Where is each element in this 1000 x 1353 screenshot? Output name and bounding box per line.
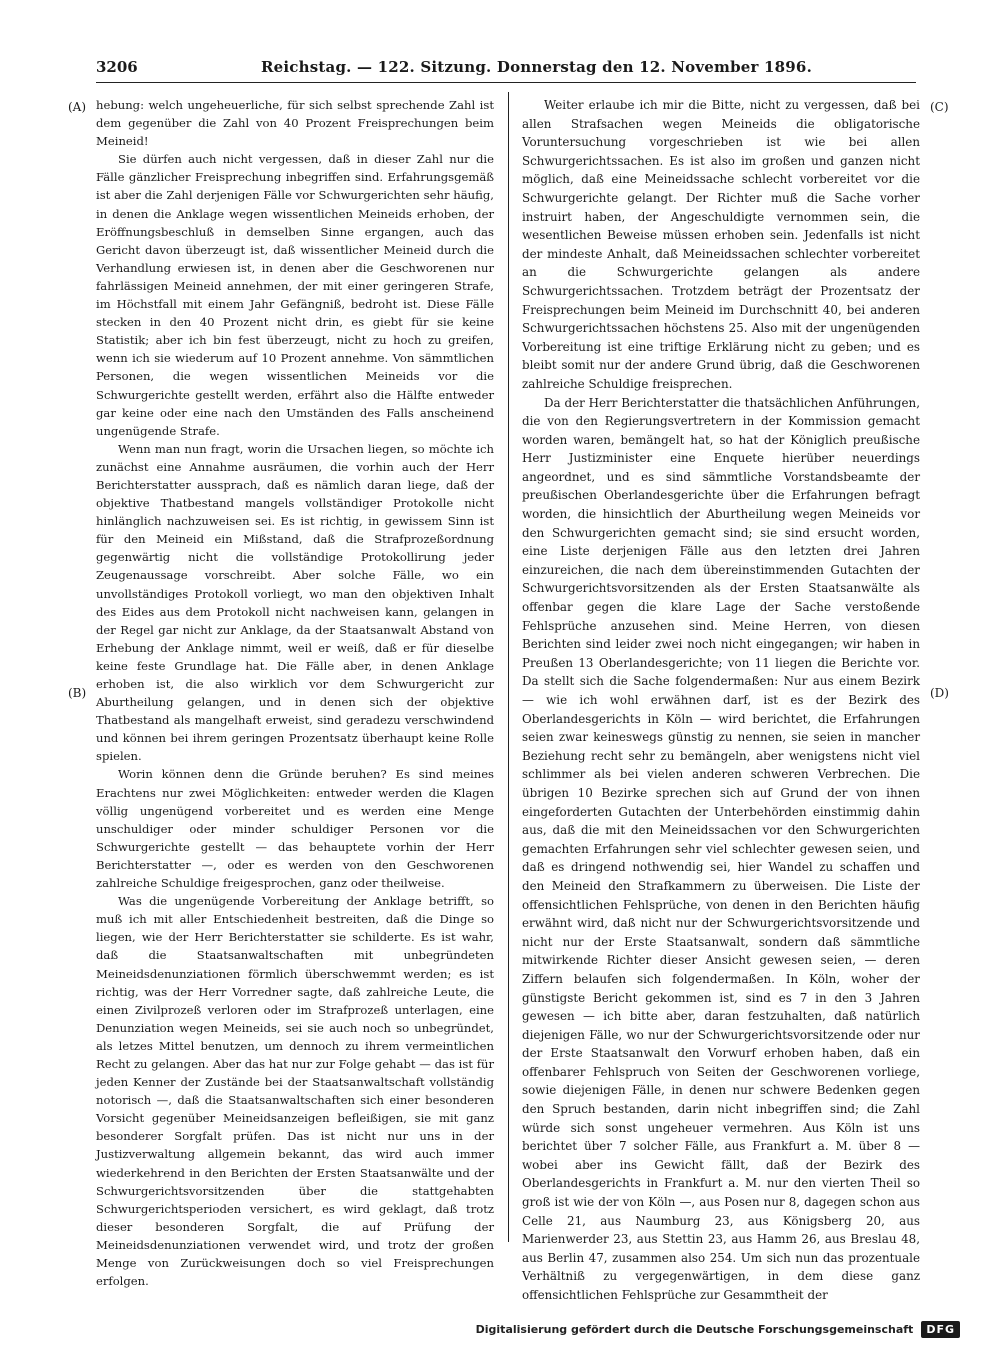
margin-marker-c: (C) <box>930 100 949 114</box>
column-divider <box>508 92 509 1242</box>
paragraph: Was die ungenügende Vorbereitung der Anklage betrifft, so muß ich mit aller Entschiedenheit bestreiten, daß die Dinge so liegen, wie der Herr Berichterstatter sie schilderte. Es ist wahr, daß die Staatsanwaltschaften mit unbegründeten Meineidsdenunziationen förmlich überschwemmt werden; es ist richtig, was der Herr Vorredner sagte, daß zahlreiche Leute, die einen Zivilprozeß verloren oder im Strafprozeß unterlagen, eine Denunziation wegen Meineids, sei sie auch noch so unbegründet, als letzes Mittel benutzen, um dennoch zu ihrem vermeintlichen Recht zu gelangen. Aber das hat nur zur Folge gehabt — das ist für jeden Kenner der Zustände bei der Staatsanwaltschaft vollständig notorisch —, daß die Staatsanwaltschaften sich einer besonderen Vorsicht gegenüber Meineidsanzeigen befleißigen, sie mit ganz besonderer Sorgfalt prüfen. Das ist nicht nur uns in der Justizverwaltung allgemein bekannt, das wird auch immer wiederkehrend in den Berichten der Ersten Staatsanwälte und der Schwurgerichtsvorsitzenden über die stattgehabten Schwurgerichtsperioden versichert, es wird geklagt, daß trotz dieser besonderen Sorgfalt, die auf Prüfung der Meineidsdenunziationen verwendet wird, und trotz der großen Menge von Zurückweisungen doch so viel Freisprechungen erfolgen. <box>96 894 494 1289</box>
dfg-logo-icon: DFG <box>921 1321 960 1338</box>
paragraph: hebung: welch ungeheuerliche, für sich selbst sprechende Zahl ist dem gegenüber die Zahl von 40 Prozent Freisprechungen beim Meineid! <box>96 98 494 149</box>
page-header <box>96 54 916 84</box>
digitization-credit: Digitalisierung gefördert durch die Deutsche Forschungsgemeinschaft <box>475 1322 914 1336</box>
margin-marker-b: (B) <box>68 686 87 700</box>
running-title: Reichstag. — 122. Sitzung. Donnerstag den 12. November 1896. <box>261 58 812 76</box>
paragraph: Worin können denn die Gründe beruhen? Es sind meines Erachtens nur zwei Möglichkeiten: entweder werden die Klagen völlig ungenügend vorbereitet und es werden eine Menge unschuldiger oder minder schuldiger Personen vor die Schwurgerichte gestellt — das behauptete vorhin der Herr Berichterstatter —, oder es werden von den Geschworenen zahlreiche Schuldige freigesprochen, ganz oder theilweise. <box>96 767 494 891</box>
header-rule <box>96 82 916 83</box>
paragraph: Weiter erlaube ich mir die Bitte, nicht zu vergessen, daß bei allen Strafsachen wegen Meineids die obligatorische Voruntersuchung vorgeschrieben ist wie bei allen Schwurgerichtssachen. Es ist also im großen und ganzen nicht möglich, daß eine Meineidssache schlecht vorbereitet vor die Schwurgerichte gelangt. Der Richter muß die Sache vorher instruirt haben, der Angeschuldigte vernommen sein, die wesentlichen Beweise müssen erhoben sein. Jedenfalls ist nicht der mindeste Anhalt, daß Meineidssachen schlechter vorbereitet an die Schwurgerichte gelangen als andere Schwurgerichtssachen. Trotzdem beträgt der Prozentsatz der Freisprechungen beim Meineid im Durchschnitt 40, bei anderen Schwurgerichtssachen höchstens 25. Also mit der ungenügenden Vorbereitung ist eine triftige Erklärung nicht zu geben; und es bleibt somit nur der andere Grund übrig, daß die Geschworenen zahlreiche Schuldige freisprechen. <box>522 98 920 391</box>
left-column <box>96 96 494 1290</box>
paragraph: Sie dürfen auch nicht vergessen, daß in dieser Zahl nur die Fälle gänzlicher Freisprechung inbegriffen sind. Erfahrungsgemäß ist aber die Zahl derjenigen Fälle vor Schwurgerichten sehr häufig, in denen die Anklage wegen wissentlichen Meineids erhoben, der Eröffnungsbeschluß in demselben Sinne ergangen, auch das Gericht davon überzeugt ist, daß wissentlicher Meineid durch die Verhandlung erwiesen ist, in denen aber die Geschworenen nur fahrlässigen Meineid annehmen, der mit einer geringeren Strafe, im Höchstfall mit einem Jahr Gefängniß, bedroht ist. Diese Fälle stecken in den 40 Prozent nicht drin, es giebt für sie keine Statistik; aber ich bin fest überzeugt, nicht zu hoch zu greifen, wenn ich sie wiederum auf 10 Prozent annehme. Von sämmtlichen Personen, die wegen wissentlichen Meineids vor die Schwurgerichte gestellt werden, erfährt also die Hälfte entweder gar keine oder eine nach den Umständen des Falls anscheinend ungenügende Strafe. <box>96 152 494 438</box>
margin-marker-d: (D) <box>930 686 949 700</box>
paragraph: Da der Herr Berichterstatter die thatsächlichen Anführungen, die von den Regierungsvertretern in der Kommission gemacht worden waren, bemängelt hat, so hat der Königlich preußische Herr Justizminister eine Enquete hierüber neuerdings angeordnet, und es sind sämmtliche Vorstandsbeamte der preußischen Oberlandesgerichte über die Erfahrungen befragt worden, die hinsichtlich der Aburtheilung wegen Meineids vor den Schwurgerichten gemacht sind; sie sind ersucht worden, eine Liste derjenigen Fälle aus den letzten drei Jahren einzureichen, die nach dem übereinstimmenden Gutachten der Schwurgerichtsvorsitzenden als der Ersten Staatsanwälte als offenbar gegen die klare Lage der Sache verstoßende Fehlsprüche anzusehen sind. Meine Herren, von diesen Berichten sind leider zwei noch nicht eingegangen; wir haben in Preußen 13 Oberlandesgerichte; von 11 liegen die Berichte vor. Da stellt sich die Sache folgendermaßen: Nur aus einem Bezirk — wie ich wohl erwähnen darf, ist es der Bezirk des Oberlandesgerichts in Köln — wird berichtet, die Erfahrungen seien zwar keineswegs günstig zu nennen, sie seien in mancher Beziehung recht sehr zu bemängeln, aber wenigstens nicht viel schlimmer als bei vielen anderen schweren Verbrechen. Die übrigen 10 Bezirke sprechen sich auf Grund der von ihnen eingeforderten Gutachten der Unterbehörden einstimmig dahin aus, daß die mit den Meineidssachen vor den Schwurgerichten gemachten Erfahrungen sehr viel schlechter gewesen seien, und daß es dringend nothwendig sei, hier Wandel zu schaffen und den Meineid den Strafkammern zu überweisen. Die Liste der offensichtlichen Fehlsprüche, von denen in den Berichten häufig erwähnt wird, daß nicht nur der Schwurgerichtsvorsitzende und nicht nur der Erste Staatsanwalt, sondern daß sämmtliche mitwirkende Richter dieser Ansicht gewesen seien, — deren Ziffern belaufen sich folgendermaßen. In Köln, woher der günstigste Bericht gekommen ist, sind es 7 in den 3 Jahren gewesen — ich bitte aber, daran festzuhalten, daß natürlich diejenigen Fälle, wo nur der Schwurgerichtsvorsitzende oder nur der Erste Staatsanwalt den Vorwurf erhoben haben, daß ein offenbarer Fehlspruch von Seiten der Geschworenen vorliege, sowie diejenigen Fälle, in denen nur schwere Bedenken gegen den Spruch bestanden, darin nicht inbegriffen sind; die Zahl würde sich sonst ungeheuer vermehren. Aus Köln ist uns berichtet über 7 solcher Fälle, aus Frankfurt a. M. über 8 — wobei aber ins Gewicht fällt, daß der Bezirk des Oberlandesgerichts in Frankfurt a. M. nur den vierten Theil so groß ist wie der von Köln —, aus Posen nur 8, dagegen schon aus Celle 21, aus Naumburg 23, aus Königsberg 20, aus Marienwerder 23, aus Stettin 23, aus Hamm 26, aus Breslau 48, aus Berlin 47, zusammen also 254. Um sich nun das prozentuale Verhältniß zu vergegenwärtigen, in dem diese ganz offensichtlichen Fehlsprüche zur Gesammtheit der <box>522 395 920 1302</box>
right-column <box>522 96 920 1305</box>
paragraph: Wenn man nun fragt, worin die Ursachen liegen, so möchte ich zunächst eine Annahme ausräumen, die vorhin auch der Herr Berichterstatter aussprach, daß es nämlich daran liege, daß der objektive Thatbestand mangels vollständiger Protokolle nicht hinlänglich nachzuweisen sei. Es ist richtig, in gewissem Sinn ist für den Meineid ein Mißstand, daß die Strafprozeßordnung gegenwärtig nicht die vollständige Protokollirung jeder Zeugenaussage vorschreibt. Aber solche Fälle, wo ein unvollständiges Protokoll vorliegt, wo man den objektiven Inhalt des Eides aus dem Protokoll nicht nachweisen kann, gelangen in der Regel gar nicht zur Anklage, da der Staatsanwalt Abstand von Erhebung der Anklage nimmt, weil er weiß, daß er für dieselbe keine feste Grundlage hat. Die Fälle aber, in denen Anklage erhoben ist, die also wirklich vor dem Schwurgericht zur Aburtheilung gelangen, und in denen sich der objektive Thatbestand als mangelhaft erweist, sind geradezu verschwindend und können bei ihrem geringen Prozentsatz überhaupt keine Rolle spielen. <box>96 441 494 764</box>
margin-marker-a: (A) <box>68 100 87 114</box>
page-footer <box>476 1318 960 1340</box>
page-number: 3206 <box>96 58 138 76</box>
